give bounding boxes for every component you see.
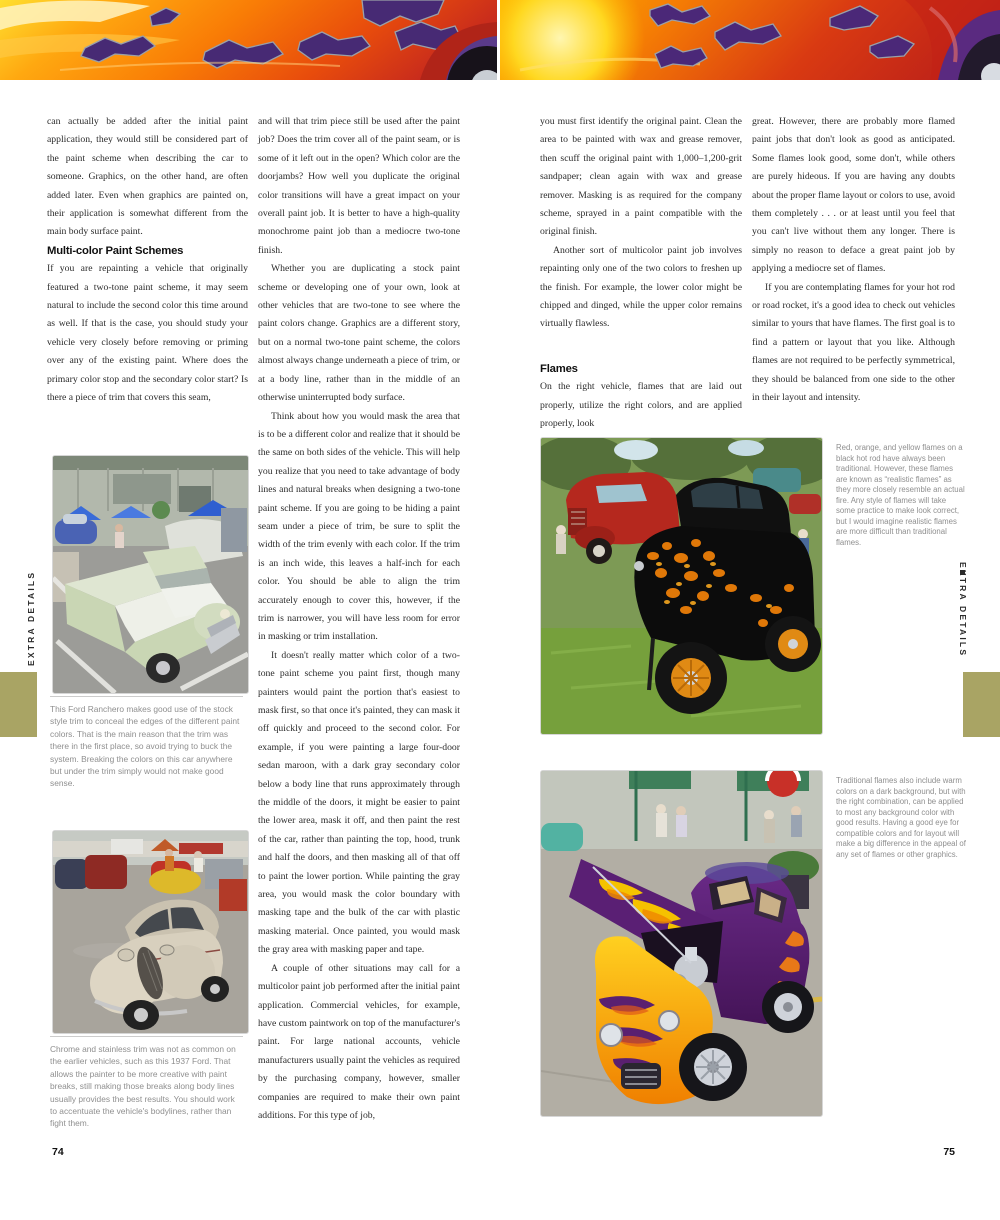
margin-label-right: EXTRA DETAILS [958,562,968,658]
section-heading-flames: Flames [540,362,578,375]
caption-1937-ford [50,1036,243,1130]
flame-closeup-image [500,0,1000,80]
caption-ford-ranchero [50,696,243,790]
photo-1937-ford-coupe [52,830,249,1034]
paragraph: Whether you are duplicating a stock paint scheme or developing one of your own, look at other vehicles that are two-tone to see where the paint colors change. Graphics are a different story, but on a normal two-tone paint scheme, the colors almost always change underneath a piece of trim, or at a body line, rather than in the middle of an otherwise uninterrupted body surface. [258,263,461,404]
p74-column-2 [258,113,460,1125]
p75-column-2 [752,113,955,408]
paragraph: and will that trim piece still be used after the paint job? Does the trim cover all of the paint seam, or is some of it left out in the open? Which color are the doorjambs? How well you duplicate the original color transitions will have a great impact on your overall paint job. It is better to have a high-quality monochrome paint job than a mediocre two-tone finish. [258,116,460,256]
page-number-74: 74 [52,1146,64,1158]
paragraph: If you are contemplating flames for your hot rod or road rocket, it's a good idea to check out vehicles similar to yours that have flames. The first goal is to find a pattern or layout that you like. Although flames are not required to be perfectly symmetrical, they should be balanced from one side to the other in their layout and intensity. [752,281,955,404]
caption-text: Chrome and stainless trim was not as common on the earlier vehicles, such as this 1937 Ford. That allows the painter to be more creative with paint breaks, still making those breaks along body lines usually provides the best results. You should work to accentuate the vehicle's bodylines, rather than fight them. [50,1044,236,1129]
margin-label-left: EXTRA DETAILS [26,570,36,666]
caption-text: Red, orange, and yellow flames on a black hot rod have always been traditional. However, these flames are known as “realistic flames” as they more closely resemble an actual fire. Any style of flames will take some practice to make look correct, but I would imagine realistic flames are more difficult than traditional flames. [836,443,965,547]
chapter-tab-right [963,672,1000,737]
paragraph: It doesn't really matter which color of a two-tone paint scheme you paint first, though many painters would paint the portion that's easiest to mask first, so that once it's painted, they can mask it off quickly and proceed to the second color. For example, if you were painting a large four-door sedan maroon, with a dark gray secondary color below a body line that runs approximately through the middle of the doors, it might be easier to paint the lower area, mask it off, and then paint the rest of the car, rather than painting the top, hood, trunk and half the doors, and then masking all of that off to paint the lower portion. While painting the gray area, you would mask the color boundary with masking tape and the bulk of the car with plastic masking material. Once painted, you would mask the gray area with masking paper and tape. [258,649,460,956]
paragraph: On the right vehicle, flames that are laid out properly, utilize the right colors, and are applied properly, look [540,381,742,430]
page-number-75: 75 [943,1146,955,1158]
paragraph: can actually be added after the initial paint application, they would still be considered part of the paint scheme when describing the car to someone. Graphics, on the other hand, are often added later. Even when graphics are painted on, their application is somewhat different from the main body surface paint. [47,116,248,238]
banner-flame-art-right [500,0,1000,80]
paragraph: If you are repainting a vehicle that originally featured a two-tone paint scheme, it may seem natural to include the second color this time around as well. If that is the case, you should study your vehicle very closely before removing or priming over any of the existing paint. Where does the primary color stop and the secondary color start? Is there a piece of trim that covers this seam, [47,263,248,404]
flame-closeup-image [0,0,497,80]
paragraph: great. However, there are probably more flamed paint jobs that don't look as good as anticipated. Some flames look good, some don't, while others are purely hideous. If you are having any doubts about the proper flame layout or colors to use, avoid them completely . . . or at least until you feel that you can't live without them any longer. There is simply no reason to deface a great paint job by applying a mediocre set of flames. [752,116,955,275]
p75-column-1 [540,113,742,434]
chapter-tab-left [0,672,37,737]
caption-purple-willys [836,776,966,860]
caption-black-hotrod [836,443,966,548]
paragraph: you must first identify the original paint. Clean the area to be painted with wax and grease remover, then scuff the original paint with 1,000–1,200-grit sandpaper; clean again with wax and grease remover. Masking is as required for the company scheme, sprayed in a paint compatible with the original finish. [540,116,742,238]
banner-flame-art-left [0,0,497,80]
photo-ford-ranchero-two-tone [52,455,249,694]
paragraph: A couple of other situations may call for a multicolor paint job performed after the initial paint application. Commercial vehicles, for example, have custom paintwork on top of the manufacturer's paint. For large national accounts, vehicle manufacturers usually paint the vehicles as required by the purchasing company, however, smaller companies are required to make their own paint additions. For this type of job, [258,962,460,1121]
paragraph: Another sort of multicolor paint job involves repainting only one of the two colors to freshen up the finish. For example, the lower color might be chipped and dinged, while the upper color remains virtually flawless. [540,244,742,330]
photo-black-hotrod-realistic-flames [540,437,823,735]
photo-purple-willys-flames [540,770,823,1117]
section-heading-multicolor: Multi-color Paint Schemes [47,244,184,257]
caption-text: Traditional flames also include warm colors on a dark background, but with the right combination, can be applied to most any background color with good results. Having a good eye for compatible colors and for layout will make a big difference in the appeal of any set of flames or other graphics. [836,776,966,859]
p74-column-1 [47,113,248,408]
paragraph: Think about how you would mask the area that is to be a different color and realize that it should be the same on both sides of the vehicle. This will help you realize that you need to take advantage of body lines and natural breaks when designing a two-tone paint scheme. If you are going to be hiding a paint seam under a piece of trim, be sure to split the width of the trim evenly with each color. If the trim is an inch wide, this leaves a half-inch for each color. You should be able to align the trim accurately enough to cover this, however, if the trim is narrower, you will have less room for error in masking or trim installation. [258,410,460,643]
caption-text: This Ford Ranchero makes good use of the stock style trim to conceal the edges of the different paint colors. That is the main reason that the trim was there in the first place, so avoid trying to buck the system. Breaking the colors on this car anywhere but under the trim simply would not make good sense. [50,704,240,789]
